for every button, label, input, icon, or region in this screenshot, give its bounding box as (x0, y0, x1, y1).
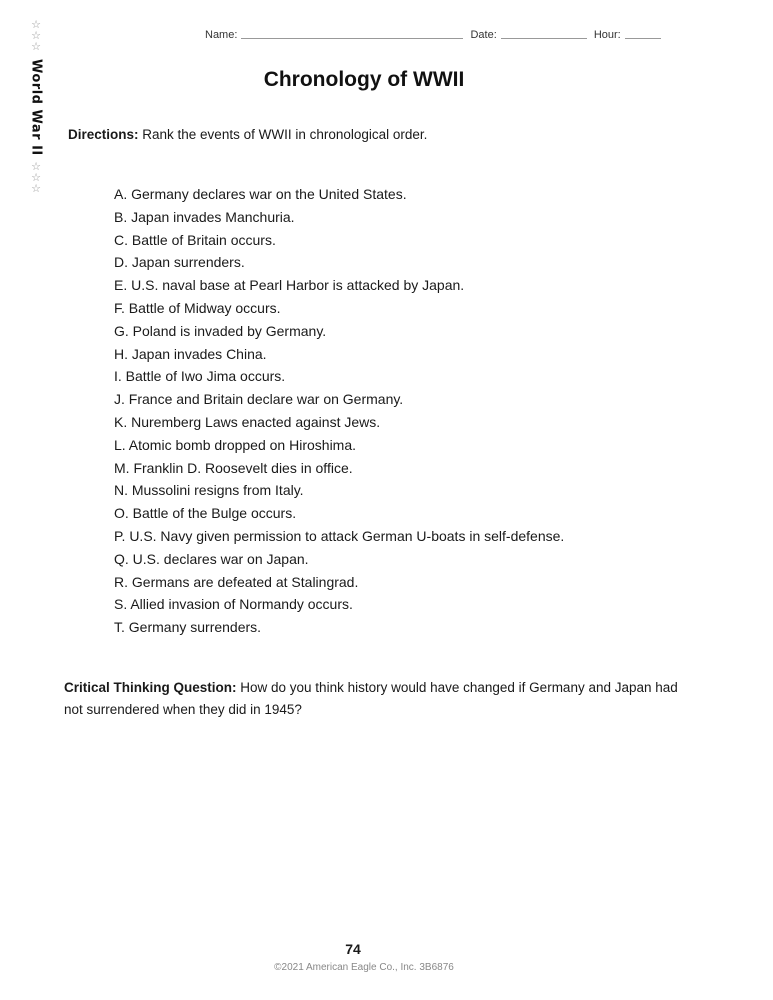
event-item: A. Germany declares war on the United States. (114, 186, 407, 202)
star-icon: ☆ (31, 171, 41, 184)
ctq-label: Critical Thinking Question: (64, 680, 237, 695)
event-item: B. Japan invades Manchuria. (114, 208, 295, 225)
star-icon: ☆ (31, 41, 41, 53)
hour-label: Hour: (593, 29, 621, 41)
hour-field[interactable] (625, 37, 661, 39)
copyright: ©2021 American Eagle Co., Inc. 3B6876 (274, 962, 454, 973)
name-label: Name: (205, 29, 238, 41)
page-number: 74 (345, 941, 361, 957)
event-item: C. Battle of Britain occurs. (114, 231, 276, 248)
event-item: J. France and Britain declare war on Germany. (114, 391, 404, 408)
date-field[interactable] (501, 37, 587, 39)
event-item: O. Battle of the Bulge occurs. (114, 505, 297, 522)
page-title: Chronology of WWII (263, 68, 465, 91)
event-item: N. Mussolini resigns from Italy. (114, 482, 304, 499)
event-item: G. Poland is invaded by Germany. (114, 322, 327, 339)
event-item: H. Japan invades China. (114, 345, 267, 362)
event-item: L. Atomic bomb dropped on Hiroshima. (114, 436, 357, 453)
event-item: M. Franklin D. Roosevelt dies in office. (114, 459, 353, 476)
ctq-text: How do you think history would have changed if Germany and Japan had not surrendered when they did in 1945? (64, 680, 678, 717)
event-item: T. Germany surrenders. (114, 619, 262, 636)
event-item: I. Battle of Iwo Jima occurs. (114, 368, 286, 385)
event-item: R. Germans are defeated at Stalingrad. (114, 573, 359, 590)
event-item: Q. U.S. declares war on Japan. (114, 550, 309, 567)
name-field[interactable] (241, 37, 463, 39)
date-label: Date: (470, 29, 497, 41)
event-item: E. U.S. naval base at Pearl Harbor is attacked by Japan. (114, 277, 465, 294)
event-list (114, 184, 564, 640)
side-banner (28, 20, 44, 195)
star-icon: ☆ (31, 19, 41, 31)
event-item: F. Battle of Midway occurs. (114, 299, 281, 316)
star-icon: ☆ (31, 30, 41, 42)
star-icon: ☆ (31, 182, 41, 195)
directions-label: Directions: (68, 127, 139, 142)
header-fields (205, 29, 665, 41)
event-item: S. Allied invasion of Normandy occurs. (114, 596, 353, 613)
directions-text: Rank the events of WWII in chronological order. (138, 127, 428, 142)
event-item: P. U.S. Navy given permission to attack German U-boats in self-defense. (114, 527, 565, 544)
critical-thinking-question (64, 677, 684, 721)
event-item: K. Nuremberg Laws enacted against Jews. (114, 413, 381, 430)
directions (68, 127, 427, 142)
star-icon: ☆ (31, 160, 41, 173)
event-item: D. Japan surrenders. (114, 254, 245, 271)
side-label: World War II (28, 59, 44, 156)
